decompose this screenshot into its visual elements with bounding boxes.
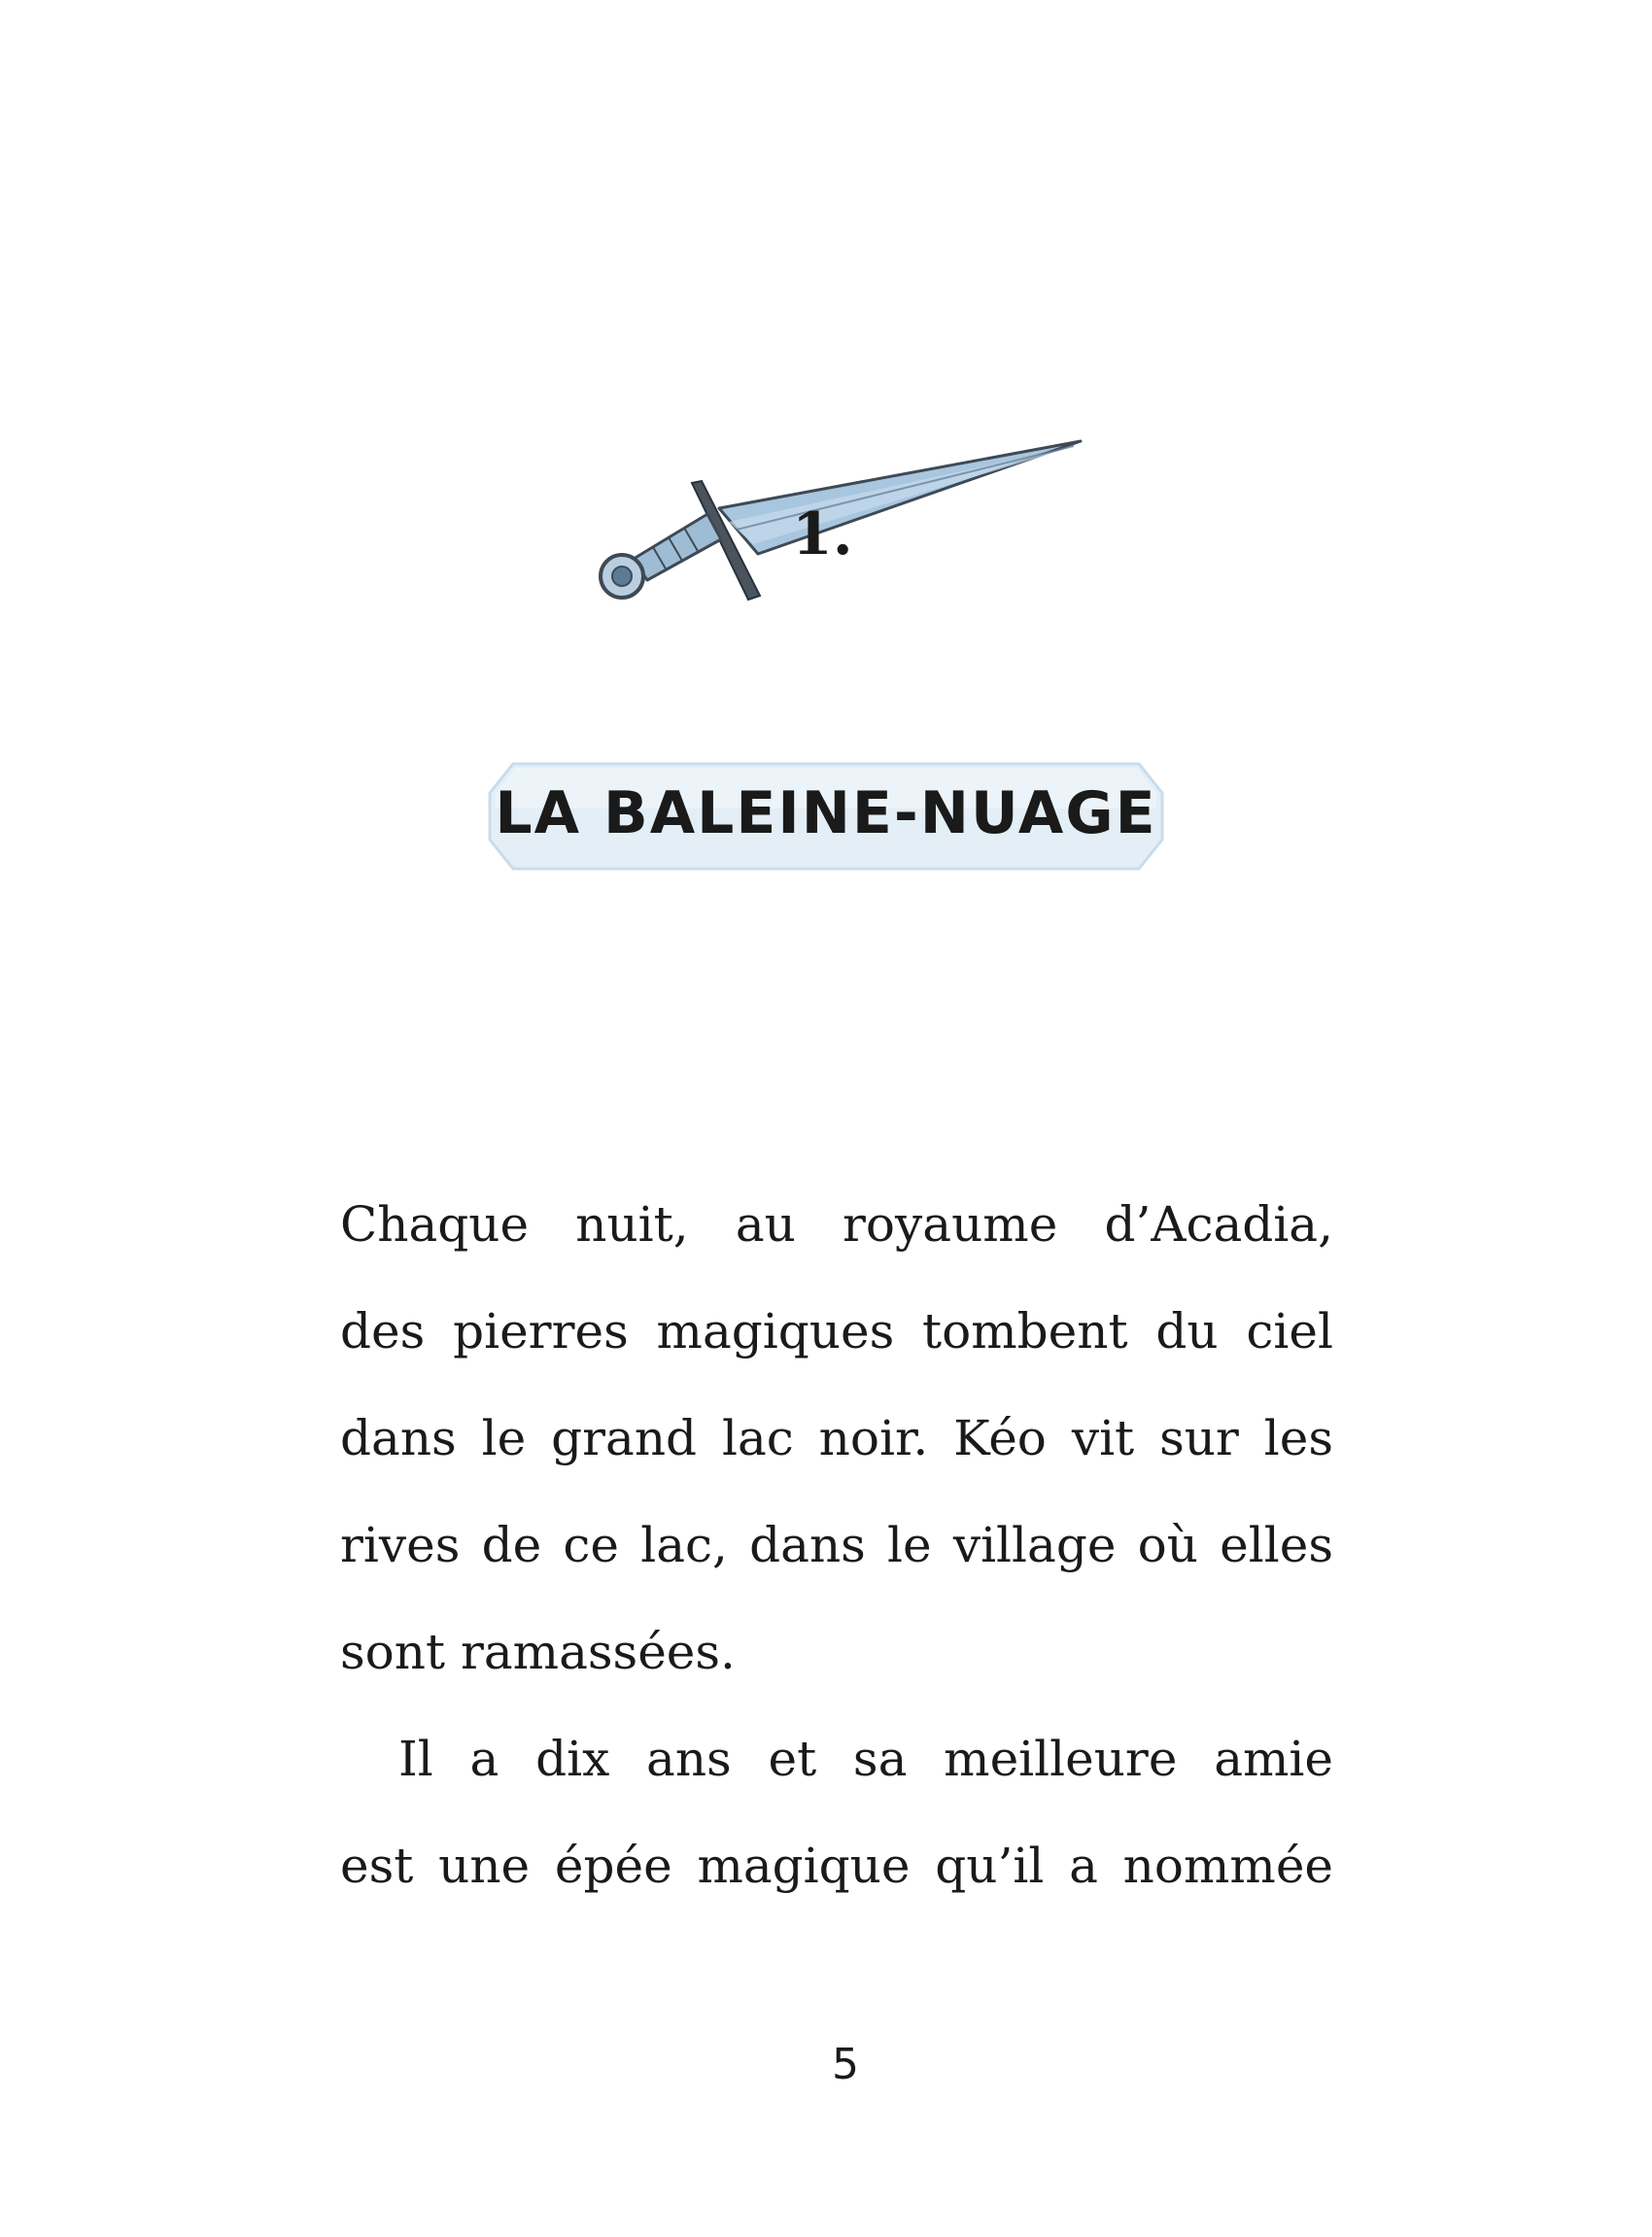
text-line: est une épée magique qu’il a nommée — [340, 1838, 1333, 1894]
chapter-title: LA BALEINE-NUAGE — [495, 779, 1157, 847]
text-line: sont ramassées. — [340, 1624, 736, 1680]
paragraph-2 — [340, 1705, 1333, 1919]
page-number: 5 — [832, 2040, 859, 2089]
text-line: des pierres magiques tombent du ciel — [340, 1303, 1333, 1359]
text-line: Il a dix ans et sa meilleure amie — [398, 1731, 1333, 1787]
chapter-body — [340, 1171, 1333, 1919]
text-line: Chaque nuit, au royaume d’Acadia, — [340, 1196, 1333, 1253]
paragraph-1 — [340, 1171, 1333, 1705]
text-line: rives de ce lac, dans le village où elles — [340, 1517, 1333, 1573]
chapter-number: 1. — [792, 500, 853, 568]
text-line: dans le grand lac noir. Kéo vit sur les — [340, 1410, 1333, 1466]
